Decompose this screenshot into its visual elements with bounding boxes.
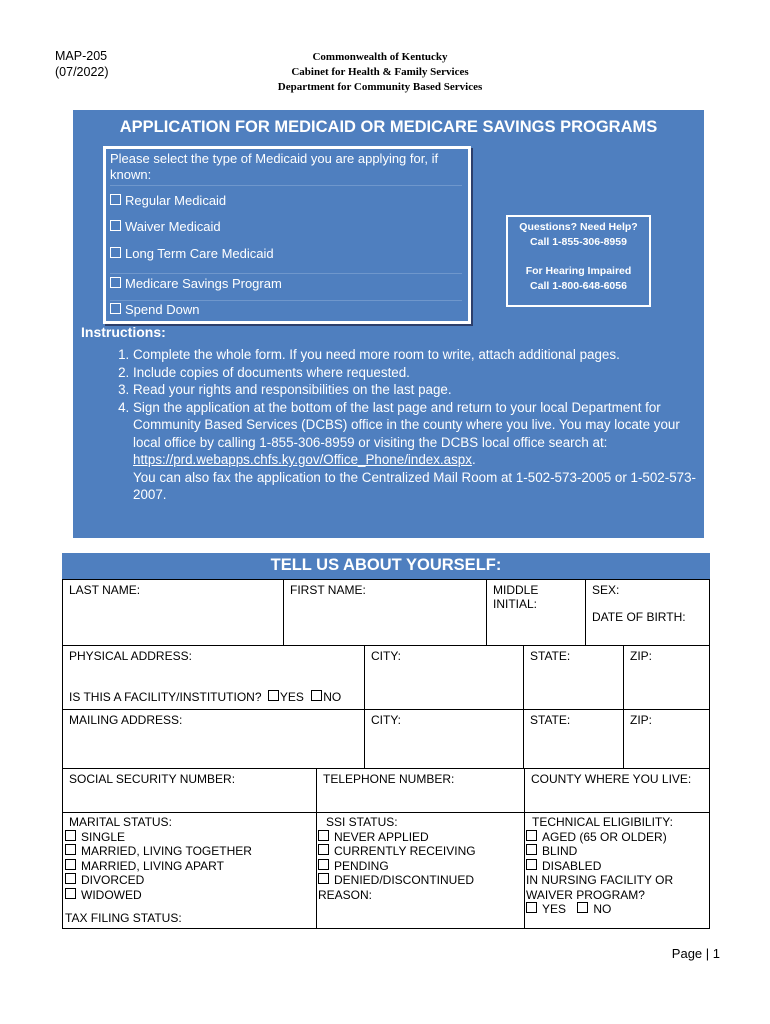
field-label: FIRST NAME:	[290, 583, 366, 597]
checkbox[interactable]	[65, 830, 76, 841]
marital-married-together[interactable]	[65, 844, 316, 859]
form-number-text: MAP-205	[55, 49, 108, 63]
option-label: DIVORCED	[81, 873, 145, 887]
checkbox[interactable]	[110, 220, 121, 231]
ssi-denied[interactable]	[318, 873, 524, 888]
facility-label: IS THIS A FACILITY/INSTITUTION?	[69, 690, 262, 704]
ssi-pending[interactable]	[318, 859, 524, 874]
option-label: MARRIED, LIVING APART	[81, 858, 224, 873]
marital-widowed[interactable]	[65, 888, 316, 903]
checkbox[interactable]	[526, 859, 537, 870]
checkbox[interactable]	[318, 844, 329, 855]
facility-no-checkbox[interactable]	[311, 690, 322, 701]
option-label: PENDING	[334, 858, 389, 873]
option-label: Long Term Care Medicaid	[125, 246, 274, 261]
personal-info-grid	[62, 579, 710, 929]
ssi-currently-receiving[interactable]	[318, 844, 524, 859]
field-label: ZIP:	[630, 649, 653, 663]
fax-instruction: You can also fax the application to the Centralized Mail Room at 1-502-573-2005 or 1-502-573-2007.	[133, 469, 697, 502]
field-label: COUNTY WHERE YOU LIVE:	[531, 772, 692, 786]
application-title: APPLICATION FOR MEDICAID OR MEDICARE SAVINGS PROGRAMS	[119, 118, 658, 136]
facility-yes-checkbox[interactable]	[268, 690, 279, 701]
mailing-address-field[interactable]	[62, 709, 365, 769]
option-waiver-medicaid[interactable]	[110, 219, 462, 234]
instruction-item: 3. Read your rights and responsibilities on the last page.	[133, 381, 701, 399]
checkbox[interactable]	[318, 873, 329, 884]
field-label: MAILING ADDRESS:	[69, 713, 183, 727]
checkbox[interactable]	[110, 194, 121, 205]
instruction-item	[133, 399, 701, 504]
nursing-question: IN NURSING FACILITY OR WAIVER PROGRAM?	[526, 873, 674, 902]
ssi-status-label: SSI STATUS:	[326, 815, 398, 829]
telephone-field[interactable]	[316, 768, 525, 813]
field-label: ZIP:	[630, 713, 653, 727]
middle-initial-field[interactable]	[486, 579, 586, 646]
county-field[interactable]	[524, 768, 710, 813]
field-label: MIDDLE INITIAL:	[493, 583, 539, 611]
agency-line-2: Cabinet for Health & Family Services	[291, 66, 469, 78]
field-label: STATE:	[530, 713, 571, 727]
option-label: DENIED/DISCONTINUED	[334, 873, 475, 887]
instruction-item: 2. Include copies of documents where requested.	[133, 364, 701, 382]
help-line-3: For Hearing Impaired	[525, 265, 632, 277]
facility-question	[62, 690, 482, 710]
mailing-state-field[interactable]	[523, 709, 624, 769]
option-label: SINGLE	[81, 829, 126, 844]
marital-divorced[interactable]	[65, 873, 316, 888]
agency-header	[230, 50, 530, 95]
tech-blind[interactable]	[526, 844, 709, 859]
checkbox[interactable]	[65, 844, 76, 855]
marital-single[interactable]	[65, 830, 316, 845]
form-number	[55, 48, 109, 80]
dob-label: DATE OF BIRTH:	[592, 610, 686, 624]
no-label: NO	[323, 690, 342, 704]
ssn-field[interactable]	[62, 768, 317, 813]
nursing-yes-checkbox[interactable]	[526, 902, 537, 913]
option-label: MARRIED, LIVING TOGETHER	[81, 844, 252, 858]
option-label: Waiver Medicaid	[125, 219, 221, 234]
field-label: TELEPHONE NUMBER:	[323, 772, 455, 786]
help-line-1: Questions? Need Help?	[519, 221, 638, 233]
section-title: TELL US ABOUT YOURSELF:	[62, 553, 710, 579]
option-label: Regular Medicaid	[125, 193, 227, 208]
nursing-answers	[526, 902, 709, 917]
sex-dob-field[interactable]	[585, 579, 710, 646]
form-date-text: (07/2022)	[55, 65, 109, 79]
marital-status-field	[62, 812, 317, 929]
help-line-4: Call 1-800-648-6056	[530, 280, 627, 292]
nursing-no-checkbox[interactable]	[577, 902, 588, 913]
option-medicare-savings[interactable]	[110, 273, 462, 291]
medicaid-type-box	[103, 146, 471, 324]
instruction-4-text: Sign the application at the bottom of the last page and return to your local Department for Community Based Services (DCBS) office in the county where you live. You may locate your local office by calling 1-855-306-8959 or visiting the DCBS local office search at:	[133, 399, 680, 450]
page-number: Page | 1	[671, 946, 720, 961]
field-label: SOCIAL SECURITY NUMBER:	[69, 772, 236, 786]
ssi-never-applied[interactable]	[318, 830, 524, 845]
mailing-city-field[interactable]	[364, 709, 524, 769]
option-label: NEVER APPLIED	[334, 829, 429, 844]
option-spend-down[interactable]	[110, 300, 462, 317]
checkbox[interactable]	[110, 277, 121, 288]
checkbox[interactable]	[318, 859, 329, 870]
checkbox[interactable]	[110, 303, 121, 314]
medicaid-type-prompt: Please select the type of Medicaid you are applying for, if known:	[110, 151, 462, 186]
option-regular-medicaid[interactable]	[110, 193, 462, 208]
application-panel	[73, 110, 704, 538]
option-label: BLIND	[542, 844, 578, 858]
checkbox[interactable]	[526, 830, 537, 841]
option-label: CURRENTLY RECEIVING	[334, 844, 476, 858]
first-name-field[interactable]	[283, 579, 487, 646]
yes-label: YES	[542, 902, 567, 916]
option-long-term-care[interactable]	[110, 246, 462, 261]
sex-label: SEX:	[592, 583, 620, 597]
agency-line-3: Department for Community Based Services	[277, 81, 483, 93]
ssi-status-field	[316, 812, 525, 929]
physical-zip-field[interactable]	[623, 645, 710, 710]
physical-state-field[interactable]	[523, 645, 624, 710]
mailing-zip-field[interactable]	[623, 709, 710, 769]
tech-elig-label: TECHNICAL ELIGIBILITY:	[532, 815, 673, 829]
checkbox[interactable]	[65, 859, 76, 870]
yes-label: YES	[279, 690, 304, 704]
field-label: CITY:	[371, 713, 402, 727]
checkbox[interactable]	[110, 247, 121, 258]
technical-eligibility-field	[524, 812, 710, 929]
instructions-heading: Instructions:	[81, 324, 166, 340]
tax-filing-label: TAX FILING STATUS:	[65, 911, 182, 925]
tech-disabled[interactable]	[526, 859, 709, 874]
tech-aged[interactable]	[526, 830, 709, 845]
help-line-2: Call 1-855-306-8959	[530, 236, 627, 248]
field-label: CITY:	[371, 649, 402, 663]
help-box	[506, 215, 651, 307]
link-suffix: .	[471, 452, 476, 467]
option-label: Spend Down	[125, 302, 200, 317]
option-label: Medicare Savings Program	[125, 276, 282, 291]
field-label: LAST NAME:	[69, 583, 141, 597]
checkbox[interactable]	[65, 888, 76, 899]
agency-line-1: Commonwealth of Kentucky	[312, 51, 448, 63]
checkbox[interactable]	[526, 844, 537, 855]
instruction-item: 1. Complete the whole form. If you need more room to write, attach additional pages.	[133, 346, 701, 364]
option-label: AGED (65 OR OLDER)	[542, 829, 667, 844]
marital-married-apart[interactable]	[65, 859, 316, 874]
field-label: STATE:	[530, 649, 571, 663]
office-search-link[interactable]: https://prd.webapps.chfs.ky.gov/Office_Phone/index.aspx	[133, 452, 472, 467]
checkbox[interactable]	[65, 873, 76, 884]
option-label: DISABLED	[542, 858, 602, 873]
last-name-field[interactable]	[62, 579, 284, 646]
reason-label: REASON:	[318, 887, 373, 902]
field-label: PHYSICAL ADDRESS:	[69, 649, 192, 663]
option-label: WIDOWED	[81, 887, 142, 902]
instructions-list	[111, 346, 701, 504]
marital-status-label: MARITAL STATUS:	[69, 815, 172, 829]
checkbox[interactable]	[318, 830, 329, 841]
no-label: NO	[593, 902, 612, 916]
